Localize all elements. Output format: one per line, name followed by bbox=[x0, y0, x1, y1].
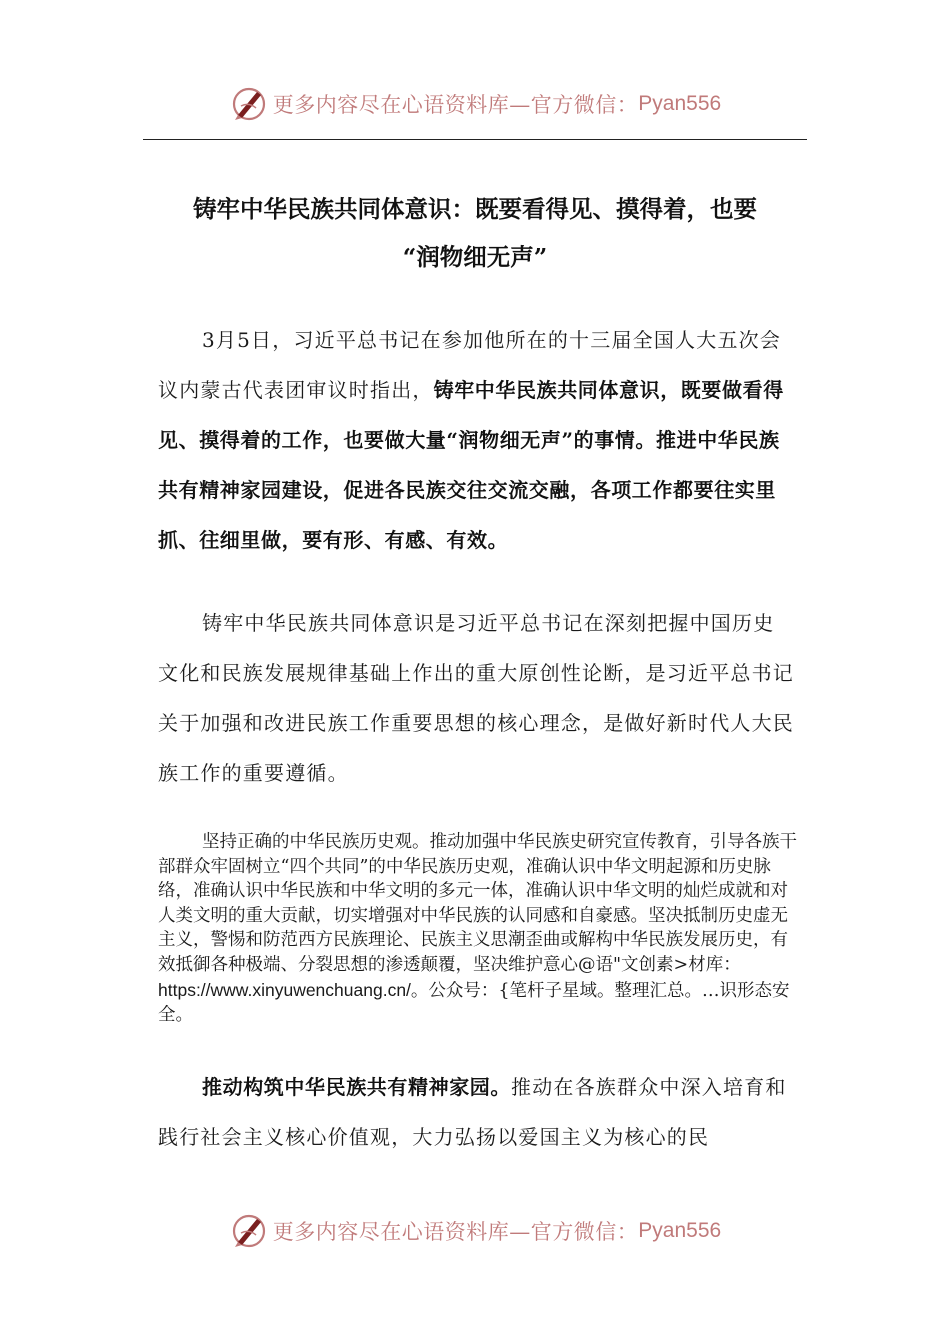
header-brand bbox=[0, 80, 950, 128]
paragraph-4 bbox=[158, 1062, 794, 1162]
paragraph-4-text: 推动在各族群众中深入培育和践行社会主义核心价值观，大力弘扬以爱国主义为核心的民 bbox=[158, 1075, 787, 1149]
article-title bbox=[143, 185, 807, 281]
footer-brand-id: Pyan556 bbox=[638, 1219, 722, 1242]
paragraph-3 bbox=[158, 830, 798, 1028]
paragraph-1-lead: 3月5日，习近平总书记在参加他所在的十三届全国人大五次会议内蒙古代表团审议时指出， bbox=[158, 328, 782, 402]
paragraph-4-bold: 推动构筑中华民族共有精神家园。 bbox=[202, 1075, 511, 1099]
paragraph-3-tail: 。公众号：{笔杆子星域。整理汇总。…识形态安全。 bbox=[158, 980, 790, 1026]
footer-brand-text: 更多内容尽在心语资料库—官方微信： bbox=[272, 1220, 639, 1244]
header-divider bbox=[143, 139, 807, 140]
pen-circle-logo-icon bbox=[229, 84, 269, 124]
pen-circle-logo-icon bbox=[229, 1211, 269, 1251]
paragraph-3-url: https://www.xinyuwenchuang.cn/ bbox=[158, 979, 411, 1000]
paragraph-1 bbox=[158, 315, 794, 565]
paragraph-2: 铸牢中华民族共同体意识是习近平总书记在深刻把握中国历史文化和民族发展规律基础上作出的重大原创性论断，是习近平总书记关于加强和改进民族工作重要思想的核心理念，是做好新时代人大民族工作的重要遵循。 bbox=[158, 611, 794, 785]
article-title-line1: 铸牢中华民族共同体意识：既要看得见、摸得着，也要 bbox=[193, 195, 757, 223]
paragraph-3-text: 坚持正确的中华民族历史观。推动加强中华民族史研究宣传教育，引导各族干部群众牢固树立“四个共同”的中华民族历史观，准确认识中华文明起源和历史脉络，准确认识中华民族和中华文明的多元一体，准确认识中华文明的灿烂成就和对人类文明的重大贡献，切实增强对中华民族的认同感和自豪感。坚决抵制历史虚无主义，警惕和防范西方民族理论、民族主义思潮歪曲或解构中华民族发展历史，有效抵御各种极端、分裂思想的渗透颠覆，坚决维护意心@语"文创素>材库： bbox=[158, 832, 797, 975]
paragraph-1-bold: 铸牢中华民族共同体意识，既要做看得见、摸得着的工作，也要做大量“润物细无声”的事情。推进中华民族共有精神家园建设，促进各民族交往交流交融，各项工作都要往实里抓、往细里做，要有形、有感、有效。 bbox=[158, 378, 784, 552]
header-brand-id: Pyan556 bbox=[638, 92, 722, 115]
header-brand-text: 更多内容尽在心语资料库—官方微信： bbox=[272, 93, 639, 117]
footer-brand bbox=[0, 1207, 950, 1255]
article-title-line2: “润物细无声” bbox=[402, 243, 548, 271]
